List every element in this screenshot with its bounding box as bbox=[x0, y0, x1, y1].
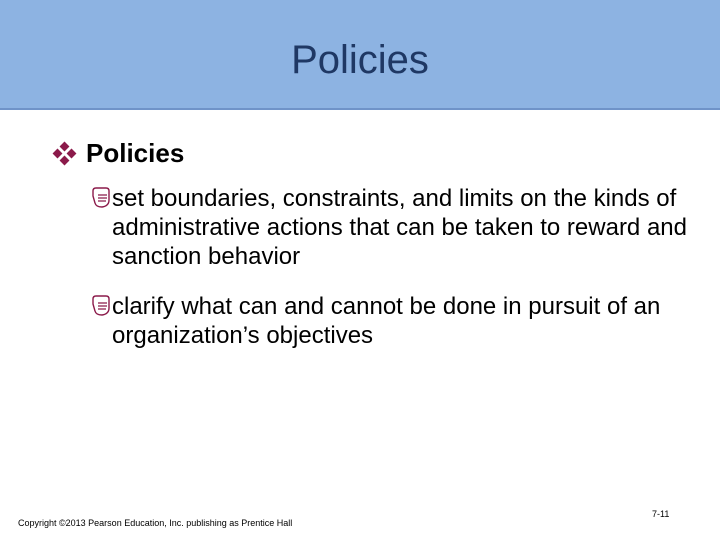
bullet-item-policies bbox=[52, 138, 184, 169]
pointing-hand-icon bbox=[90, 186, 110, 210]
pointing-hand-icon bbox=[90, 294, 110, 318]
sub-bullet-item bbox=[90, 292, 700, 350]
page-number: 7-11 bbox=[652, 509, 670, 519]
sub-bullet-item bbox=[90, 184, 700, 271]
diamond-cluster-icon bbox=[52, 141, 78, 167]
sub-bullet-text: set boundaries, constraints, and limits on the kinds of administrative actions that can be taken to reward and sanction behavior bbox=[112, 185, 687, 270]
title-band-divider bbox=[0, 108, 720, 110]
copyright-notice: Copyright ©2013 Pearson Education, Inc. publishing as Prentice Hall bbox=[18, 518, 293, 528]
bullet-text: Policies bbox=[86, 138, 185, 168]
sub-bullet-text: clarify what can and cannot be done in pursuit of an organization’s objectives bbox=[112, 293, 661, 349]
slide-title: Policies bbox=[291, 38, 429, 82]
